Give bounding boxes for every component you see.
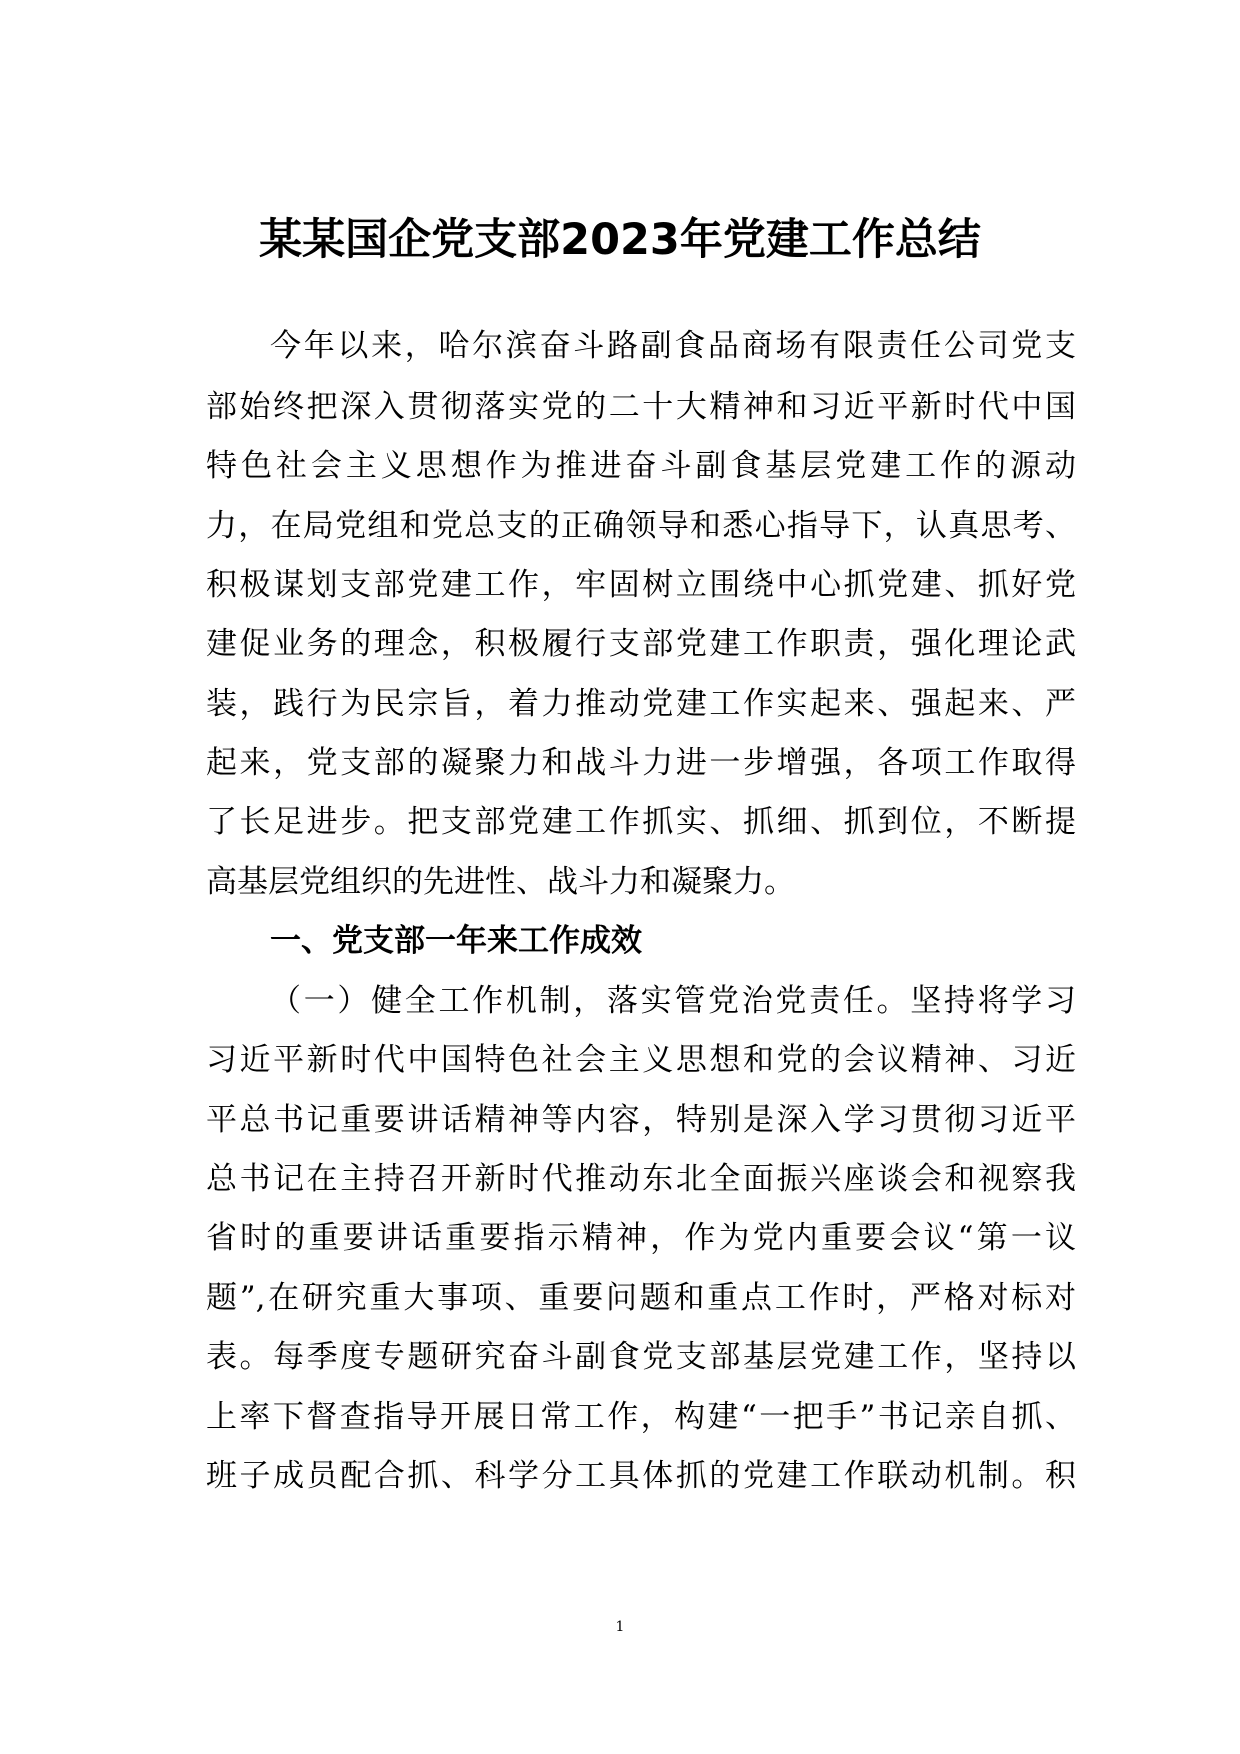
- paragraph-line: 上率下督查指导开展日常工作，构建“一把手”书记亲自抓、: [206, 1399, 1076, 1435]
- paragraph-line: 高基层党组织的先进性、战斗力和凝聚力。: [206, 864, 795, 900]
- paragraph-line: 题”,在研究重大事项、重要问题和重点工作时，严格对标对: [206, 1280, 1076, 1316]
- document-title: 某某国企党支部2023年党建工作总结: [259, 215, 981, 265]
- paragraph-line: 了长足进步。把支部党建工作抓实、抓细、抓到位，不断提: [206, 804, 1076, 840]
- page-number: 1: [615, 1619, 625, 1635]
- paragraph-line: 表。每季度专题研究奋斗副食党支部基层党建工作，坚持以: [206, 1339, 1076, 1375]
- paragraph-line: 班子成员配合抓、科学分工具体抓的党建工作联动机制。积: [206, 1458, 1076, 1494]
- paragraph-line: 起来，党支部的凝聚力和战斗力进一步增强，各项工作取得: [206, 745, 1076, 781]
- paragraph-line: 今年以来，哈尔滨奋斗路副食品商场有限责任公司党支: [270, 328, 1076, 364]
- paragraph-line: 省时的重要讲话重要指示精神，作为党内重要会议“第一议: [206, 1220, 1076, 1256]
- paragraph-line: 建促业务的理念，积极履行支部党建工作职责，强化理论武: [206, 626, 1076, 662]
- paragraph-line: 装，践行为民宗旨，着力推动党建工作实起来、强起来、严: [206, 686, 1076, 722]
- section-heading: 一、党支部一年来工作成效: [270, 923, 642, 959]
- paragraph-line: 总书记在主持召开新时代推动东北全面振兴座谈会和视察我: [206, 1161, 1076, 1197]
- paragraph-line: 习近平新时代中国特色社会主义思想和党的会议精神、习近: [206, 1042, 1076, 1078]
- paragraph-line: （一）健全工作机制，落实管党治党责任。坚持将学习: [270, 983, 1076, 1019]
- paragraph-line: 平总书记重要讲话精神等内容，特别是深入学习贯彻习近平: [206, 1102, 1076, 1138]
- paragraph-line: 积极谋划支部党建工作，牢固树立围绕中心抓党建、抓好党: [206, 567, 1076, 603]
- paragraph-line: 特色社会主义思想作为推进奋斗副食基层党建工作的源动: [206, 448, 1076, 484]
- paragraph-line: 力，在局党组和党总支的正确领导和悉心指导下，认真思考、: [206, 508, 1076, 544]
- paragraph-line: 部始终把深入贯彻落实党的二十大精神和习近平新时代中国: [206, 389, 1076, 425]
